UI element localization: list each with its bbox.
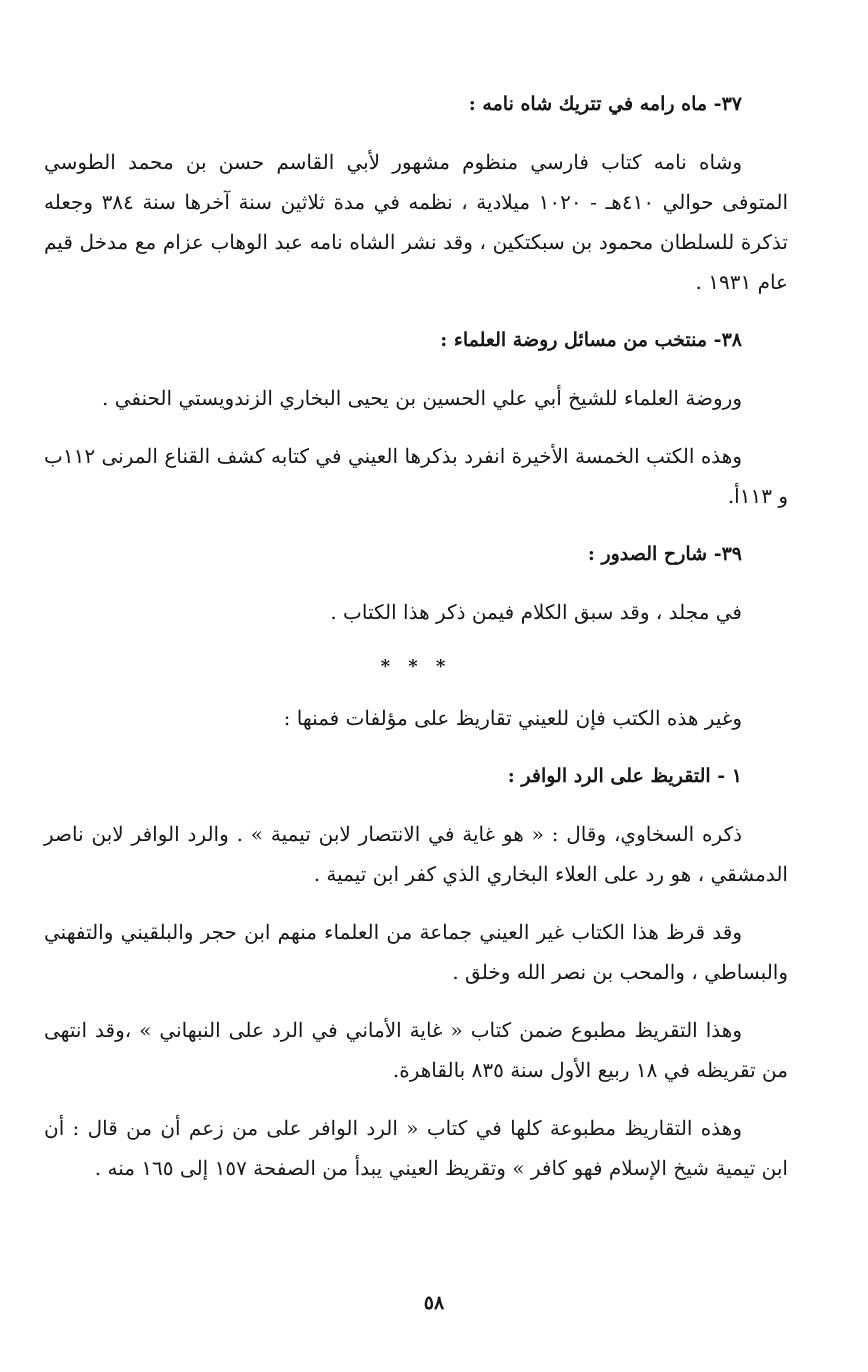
page-number: ٥٨ <box>423 1292 445 1314</box>
section-heading-38: ٣٨- منتخب من مسائل روضة العلماء : <box>440 329 742 351</box>
subsection-heading-1: ١ - التقريظ على الرد الوافر : <box>507 765 742 787</box>
paragraph-printed-taqariz: وهذه التقاريظ مطبوعة كلها في كتاب « الرد الوافر على من زعم أن من قال : أن ابن تيمية شيخ الإسلام فهو كافر » وتقريظ العيني يبدأ من الصفحة ١٥٧ إلى ١٦٥ منه . <box>44 1116 788 1180</box>
section-heading-39: ٣٩- شارح الصدور : <box>587 543 742 565</box>
paragraph-intro-taqariz: وغير هذه الكتب فإن للعيني تقاريظ على مؤلفات فمنها : <box>283 706 742 730</box>
paragraph-sakhawi: ذكره السخاوي، وقال : « هو غاية في الانتصار لابن تيمية » . والرد الوافر لابن ناصر الدمشقي ، هو رد على العلاء البخاري الذي كفر ابن تيمية . <box>44 822 788 886</box>
paragraph-shahnameh: وشاه نامه كتاب فارسي منظوم مشهور لأبي القاسم حسن بن محمد الطوسي المتوفى حوالي ٤١٠هـ - ١٠٢٠ ميلادية ، نظمه في مدة ثلاثين سنة آخرها سنة ٣٨٤ وجعله تذكرة للسلطان محمود بن سبكتكين ، وقد نشر الشاه نامه عبد الوهاب عزام مع مدخل قيم عام ١٩٣١ . <box>44 150 788 294</box>
paragraph-rawdat-al-ulama: وروضة العلماء للشيخ أبي علي الحسين بن يحيى البخاري الزندويستي الحنفي . <box>101 386 742 410</box>
section-separator: * * * <box>380 656 452 677</box>
paragraph-other-scholars: وقد قرظ هذا الكتاب غير العيني جماعة من العلماء منهم ابن حجر والبلقيني والتفهني والبساطي ، والمحب بن نصر الله وخلق . <box>44 920 788 984</box>
paragraph-printed-in-ghayat: وهذا التقريظ مطبوع ضمن كتاب « غاية الأماني في الرد على النبهاني » ،وقد انتهى من تقريظه في ١٨ ربيع الأول سنة ٨٣٥ بالقاهرة. <box>44 1018 788 1082</box>
paragraph-sharh-al-sudur: في مجلد ، وقد سبق الكلام فيمن ذكر هذا الكتاب . <box>330 600 742 624</box>
page-body <box>44 84 788 1206</box>
paragraph-five-books-note: وهذه الكتب الخمسة الأخيرة انفرد بذكرها العيني في كتابه كشف القناع المرنى ١١٢ب و ١١٣أ. <box>44 444 788 508</box>
section-heading-37: ٣٧- ماه رامه في تتريك شاه نامه : <box>468 93 742 115</box>
